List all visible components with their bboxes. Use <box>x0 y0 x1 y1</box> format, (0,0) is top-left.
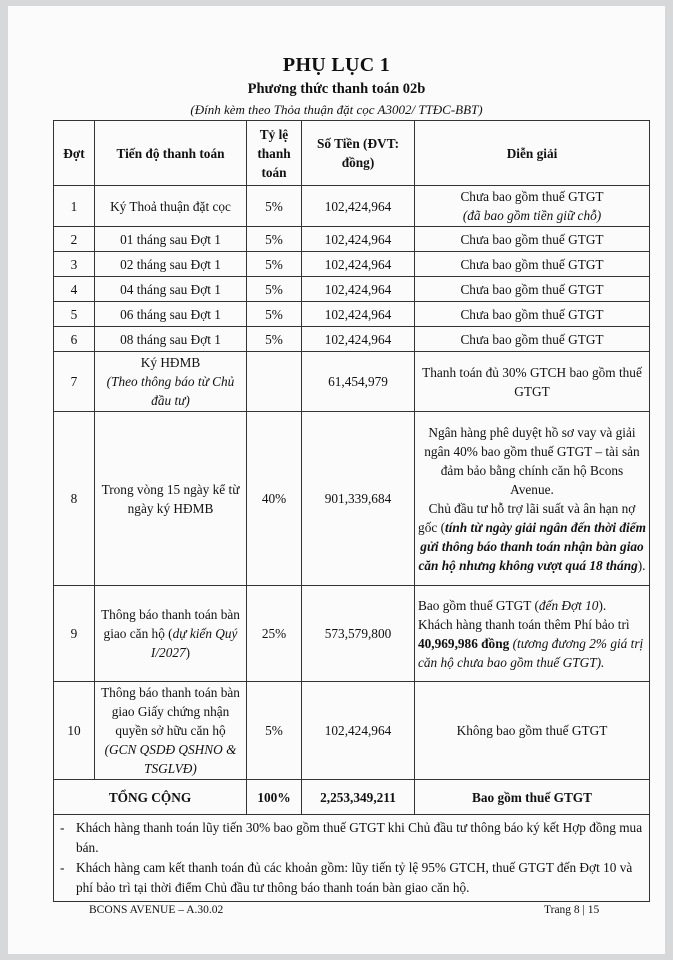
cell-ty-le <box>247 352 302 412</box>
dien-giai-italic-2: (tương đương 2% giá trị căn hộ chưa bao gồm thuế GTGT). <box>418 635 644 670</box>
cell-ty-le: 5% <box>247 252 302 277</box>
header-dien-giai: Diễn giải <box>415 121 650 186</box>
footnote-text: Khách hàng cam kết thanh toán đủ các khoản gồm: lũy tiến tỷ lệ 95% GTCH, thuế GTGT đến Đợt 10 và phí bảo trì tại thời điểm Chủ đầu tư thông báo thanh toán bàn giao căn hộ. <box>76 860 633 895</box>
cell-so-tien: 102,424,964 <box>302 302 415 327</box>
attachment-note: (Đính kèm theo Thỏa thuận đặt cọc A3002/ TTĐC-BBT) <box>190 102 483 117</box>
table-row <box>54 412 650 586</box>
cell-dot: 7 <box>54 352 95 412</box>
document-page <box>8 6 665 954</box>
header-dot: Đợt <box>54 121 95 186</box>
cell-dot: 8 <box>54 412 95 586</box>
cell-so-tien: 102,424,964 <box>302 327 415 352</box>
total-ty-le: 100% <box>247 780 302 815</box>
cell-ty-le: 5% <box>247 227 302 252</box>
cell-ty-le: 5% <box>247 327 302 352</box>
total-row <box>54 780 650 815</box>
table-row <box>54 252 650 277</box>
cell-dot: 5 <box>54 302 95 327</box>
total-so-tien: 2,253,349,211 <box>302 780 415 815</box>
cell-tien-do: 06 tháng sau Đợt 1 <box>95 302 247 327</box>
cell-tien-do: Ký Thoả thuận đặt cọc <box>95 186 247 227</box>
cell-dot: 2 <box>54 227 95 252</box>
page-title: PHỤ LỤC 1 <box>282 54 391 76</box>
cell-so-tien: 102,424,964 <box>302 186 415 227</box>
cell-tien-do <box>95 682 247 780</box>
cell-dien-giai: Không bao gồm thuế GTGT <box>415 682 650 780</box>
cell-ty-le: 5% <box>247 302 302 327</box>
footnotes-row <box>54 815 650 902</box>
footnote-item <box>60 858 643 898</box>
cell-ty-le: 25% <box>247 586 302 682</box>
dien-giai-italic: đến Đợt 10 <box>538 597 599 613</box>
cell-tien-do: 08 tháng sau Đợt 1 <box>95 327 247 352</box>
footer-page-number: Trang 8 | 15 <box>544 904 600 916</box>
header-so-tien: Số Tiền (ĐVT: đồng) <box>302 121 415 186</box>
cell-tien-do: 02 tháng sau Đợt 1 <box>95 252 247 277</box>
dien-giai-text: Chưa bao gồm thuế GTGT <box>460 189 604 204</box>
maintenance-fee-amount: 40,969,986 đồng <box>418 635 510 651</box>
cell-so-tien: 573,579,800 <box>302 586 415 682</box>
tien-do-text-2: ) <box>185 645 191 660</box>
table-row <box>54 227 650 252</box>
cell-tien-do: Trong vòng 15 ngày kể từ ngày ký HĐMB <box>95 412 247 586</box>
cell-so-tien: 901,339,684 <box>302 412 415 586</box>
cell-dot: 9 <box>54 586 95 682</box>
cell-dien-giai: Thanh toán đủ 30% GTCH bao gồm thuế GTGT <box>415 352 650 412</box>
cell-tien-do: 01 tháng sau Đợt 1 <box>95 227 247 252</box>
cell-tien-do: 04 tháng sau Đợt 1 <box>95 277 247 302</box>
header-ty-le: Tỷ lệ thanh toán <box>247 121 302 186</box>
footnote-bullet: - <box>60 860 65 875</box>
table-row <box>54 302 650 327</box>
total-label: TỔNG CỘNG <box>54 780 247 815</box>
cell-dien-giai <box>415 586 650 682</box>
cell-dot: 4 <box>54 277 95 302</box>
cell-dot: 10 <box>54 682 95 780</box>
cell-dot: 1 <box>54 186 95 227</box>
total-dien-giai: Bao gồm thuế GTGT <box>415 780 650 815</box>
cell-ty-le: 40% <box>247 412 302 586</box>
dien-giai-text-3: Khách hàng thanh toán thêm Phí bảo trì <box>418 616 630 632</box>
tien-do-italic: dự kiến Quý I/2027 <box>150 626 238 660</box>
cell-tien-do <box>95 586 247 682</box>
cell-dot: 6 <box>54 327 95 352</box>
dien-giai-text-2: ). <box>598 597 607 613</box>
footnote-item <box>60 818 643 858</box>
cell-so-tien: 61,454,979 <box>302 352 415 412</box>
tien-do-italic: (Theo thông báo từ Chủ đầu tư) <box>106 374 235 408</box>
cell-so-tien: 102,424,964 <box>302 277 415 302</box>
table-row <box>54 682 650 780</box>
cell-ty-le: 5% <box>247 682 302 780</box>
table-row <box>54 186 650 227</box>
dien-giai-text-2: Chủ đầu tư hỗ trợ lãi suất và ân hạn nợ gốc ( <box>418 500 636 535</box>
cell-ty-le: 5% <box>247 277 302 302</box>
cell-dien-giai <box>415 412 650 586</box>
cell-dien-giai: Chưa bao gồm thuế GTGT <box>415 252 650 277</box>
dien-giai-text: Ngân hàng phê duyệt hồ sơ vay và giải ngân 40% bao gồm thuế GTGT – tài sản đảm bảo bằng chính căn hộ Bcons Avenue. <box>424 424 640 497</box>
table-row <box>54 277 650 302</box>
cell-dien-giai: Chưa bao gồm thuế GTGT <box>415 302 650 327</box>
footnote-bullet: - <box>60 820 65 835</box>
table-row <box>54 352 650 412</box>
table-row <box>54 586 650 682</box>
dien-giai-text: Bao gồm thuế GTGT ( <box>418 597 539 613</box>
table-header-row <box>54 121 650 186</box>
header-tien-do: Tiến độ thanh toán <box>95 121 247 186</box>
tien-do-italic: (GCN QSDĐ QSHNO & TSGLVĐ) <box>104 742 237 776</box>
page-subtitle: Phương thức thanh toán 02b <box>247 81 426 97</box>
cell-tien-do <box>95 352 247 412</box>
cell-so-tien: 102,424,964 <box>302 252 415 277</box>
cell-so-tien: 102,424,964 <box>302 682 415 780</box>
footnotes-cell <box>54 815 650 902</box>
payment-schedule-table <box>53 120 650 902</box>
footnote-text: Khách hàng thanh toán lũy tiến 30% bao gồm thuế GTGT khi Chủ đầu tư thông báo ký kết Hợp đồng mua bán. <box>76 820 643 855</box>
cell-ty-le: 5% <box>247 186 302 227</box>
tien-do-text: Thông báo thanh toán bàn giao Giấy chứng nhận quyền sở hữu căn hộ <box>101 685 240 738</box>
cell-so-tien: 102,424,964 <box>302 227 415 252</box>
cell-dien-giai <box>415 186 650 227</box>
tien-do-text: Ký HĐMB <box>140 355 201 370</box>
footer-left: BCONS AVENUE – A.30.02 <box>89 904 224 916</box>
dien-giai-italic: (đã bao gồm tiền giữ chỗ) <box>462 208 602 223</box>
dien-giai-text-3: ). <box>637 557 646 573</box>
cell-dien-giai: Chưa bao gồm thuế GTGT <box>415 277 650 302</box>
cell-dien-giai: Chưa bao gồm thuế GTGT <box>415 327 650 352</box>
dien-giai-bold-italic: tính từ ngày giải ngân đến thời điểm gửi thông báo thanh toán nhận bàn giao căn hộ nhưng không vượt quá 18 tháng <box>418 519 646 573</box>
cell-dot: 3 <box>54 252 95 277</box>
cell-dien-giai: Chưa bao gồm thuế GTGT <box>415 227 650 252</box>
table-row <box>54 327 650 352</box>
tien-do-text: Thông báo thanh toán bàn giao căn hộ ( <box>101 607 240 641</box>
